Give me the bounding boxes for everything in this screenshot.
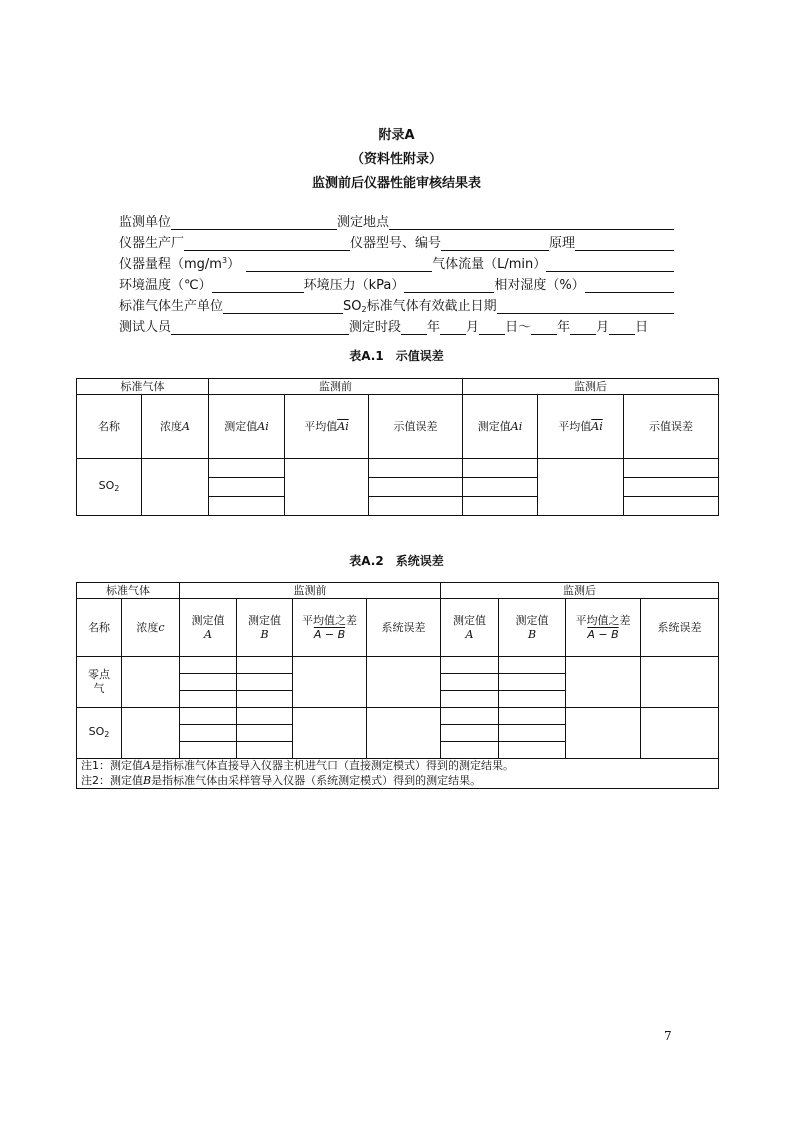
label-model: 仪器型号、编号 (350, 236, 442, 251)
t2-cell-s-diff-after[interactable] (566, 708, 641, 759)
t2-header-before: 监测前 (180, 583, 441, 599)
t1-col-measured-after-var: Ai (510, 419, 523, 433)
t2-col-a-before (180, 599, 237, 657)
field-test-site[interactable] (389, 215, 674, 230)
label-tester: 测试人员 (119, 320, 172, 335)
t2-cell-z-sys-before[interactable] (367, 657, 441, 708)
t1-row-so2 (77, 459, 142, 516)
t2-cell-s-aa-3[interactable] (441, 742, 499, 759)
t2-col-diff-after-text: 平均值之差 (575, 613, 631, 627)
t1-col-avg-after (538, 395, 624, 459)
label-expiry-text: 标准气体有效截止日期 (366, 299, 497, 314)
t2-col-a-after-var: A (465, 627, 474, 641)
label-std-producer: 标准气体生产单位 (119, 299, 224, 314)
label-day-start: 日～ (505, 320, 532, 335)
t2-cell-s-ba-1[interactable] (499, 708, 566, 725)
form-line-environment (119, 273, 674, 293)
label-expiry-sub: 2 (361, 305, 367, 314)
t2-note-1-post: 是指标准气体直接导入仪器主机进气口（直接测定模式）得到的测定结果。 (150, 759, 514, 773)
t1-col-measured-before (209, 395, 285, 459)
form-line-unit (119, 210, 674, 230)
t2-col-diff-after (566, 599, 641, 657)
field-range[interactable] (246, 257, 432, 272)
t2-note-1 (77, 759, 719, 774)
t1-cell-mb-2[interactable] (209, 478, 285, 497)
t1-header-after: 监测后 (463, 379, 719, 395)
t1-col-avg-before (285, 395, 369, 459)
t2-col-diff-before (293, 599, 367, 657)
table1-indication-error (76, 378, 719, 516)
t1-col-avg-after-var: $\overline{Ai}$ (591, 419, 603, 433)
t2-col-sys-before: 系统误差 (367, 599, 441, 657)
label-expiry-so: SO (343, 299, 362, 314)
t1-cell-ea-3[interactable] (624, 497, 719, 516)
t2-cell-z-ba-3[interactable] (499, 691, 566, 708)
label-pressure: 环境压力（kPa） (303, 278, 405, 293)
t2-cell-s-ab-2[interactable] (180, 725, 237, 742)
t2-cell-s-aa-1[interactable] (441, 708, 499, 725)
t2-cell-z-bb-3[interactable] (237, 691, 293, 708)
appendix-subtitle: （资料性附录） (350, 152, 442, 167)
t1-cell-ma-1[interactable] (463, 459, 538, 478)
t2-col-conc (122, 599, 180, 657)
t2-note-2-post: 是指标准气体由采样管导入仪器（系统测定模式）得到的测定结果。 (151, 773, 482, 787)
field-std-producer[interactable] (223, 299, 343, 314)
t2-col-name: 名称 (77, 599, 122, 657)
t1-so2-text: SO (98, 478, 115, 492)
field-principle[interactable] (575, 236, 674, 251)
table2-caption: 表A.2 系统误差 (349, 554, 444, 568)
t2-col-diff-before-expr: A − B (313, 627, 346, 641)
label-flow: 气体流量（L/min） (432, 257, 547, 272)
t2-cell-z-ba-1[interactable] (499, 657, 566, 674)
t2-cell-zero-conc[interactable] (122, 657, 180, 708)
label-manufacturer: 仪器生产厂 (119, 236, 185, 251)
t2-col-diff-before-text: 平均值之差 (302, 613, 357, 627)
t2-cell-s-bb-3[interactable] (237, 742, 293, 759)
t2-cell-s-sys-before[interactable] (367, 708, 441, 759)
t2-cell-s-bb-1[interactable] (237, 708, 293, 725)
label-day-end: 日 (635, 320, 649, 335)
t1-cell-ma-2[interactable] (463, 478, 538, 497)
t1-so2-sub: 2 (114, 483, 120, 493)
t1-col-conc (142, 395, 209, 459)
t2-col-conc-text: 浓度 (136, 620, 159, 634)
t2-col-b-before-var: B (260, 627, 269, 641)
t1-cell-avg-before[interactable] (285, 459, 369, 516)
t2-cell-s-ab-1[interactable] (180, 708, 237, 725)
t1-cell-conc[interactable] (142, 459, 209, 516)
t2-cell-s-aa-2[interactable] (441, 725, 499, 742)
t2-col-a-after (441, 599, 499, 657)
t2-col-b-after (499, 599, 566, 657)
label-range-end: ） (227, 257, 241, 272)
t1-col-avg-before-text: 平均值 (304, 419, 338, 433)
field-month-start[interactable] (440, 320, 466, 335)
t2-zero-gas-line1: 零点 (88, 668, 110, 681)
field-model[interactable] (441, 236, 549, 251)
t2-note-1-var: A (143, 759, 151, 773)
t2-cell-z-bb-1[interactable] (237, 657, 293, 674)
t2-so2-sub: 2 (104, 729, 110, 739)
label-month-start: 月 (466, 320, 480, 335)
t2-cell-z-ba-2[interactable] (499, 674, 566, 691)
t2-header-after: 监测后 (441, 583, 719, 599)
t2-note-1-pre: 注1：测定值 (81, 759, 143, 773)
t2-cell-z-ab-3[interactable] (180, 691, 237, 708)
t2-col-a-before-text: 测定值 (191, 613, 225, 627)
field-temp[interactable] (212, 278, 304, 293)
t1-col-measured-after (463, 395, 538, 459)
field-tester[interactable] (171, 320, 349, 335)
form-line-range (119, 252, 674, 272)
field-flow[interactable] (546, 257, 674, 272)
t1-col-name: 名称 (77, 395, 142, 459)
t2-so2-text: SO (88, 724, 105, 738)
label-range-sup: 3 (221, 256, 228, 265)
label-humidity: 相对湿度（%） (494, 278, 585, 293)
appendix-heading: 监测前后仪器性能审核结果表 (311, 176, 481, 191)
t1-cell-eb-2[interactable] (369, 478, 463, 497)
field-day-end[interactable] (609, 320, 635, 335)
field-monitor-unit[interactable] (171, 215, 337, 230)
field-day-start[interactable] (479, 320, 505, 335)
t2-header-std-gas: 标准气体 (77, 583, 180, 599)
label-expiry (343, 295, 497, 314)
t1-col-avg-before-var: $\overline{Ai}$ (337, 419, 349, 433)
t2-cell-z-bb-2[interactable] (237, 674, 293, 691)
t1-header-before: 监测前 (209, 379, 463, 395)
t1-col-err-after: 示值误差 (624, 395, 719, 459)
page-number: 7 (664, 1029, 672, 1043)
field-expiry[interactable] (497, 299, 674, 314)
field-year-end[interactable] (531, 320, 557, 335)
t1-col-err-before: 示值误差 (369, 395, 463, 459)
t1-cell-avg-after[interactable] (538, 459, 624, 516)
t2-cell-z-diff-after[interactable] (566, 657, 641, 708)
t2-col-b-after-var: B (527, 627, 537, 641)
t2-cell-z-aa-3[interactable] (441, 691, 499, 708)
t2-col-b-before (237, 599, 293, 657)
label-principle: 原理 (549, 236, 576, 251)
t2-cell-z-aa-2[interactable] (441, 674, 499, 691)
t2-note-2-pre: 注2：测定值 (81, 773, 143, 787)
form-line-standard-gas (119, 294, 674, 314)
t1-col-measured-before-text: 测定值 (224, 419, 258, 433)
t2-cell-z-ab-1[interactable] (180, 657, 237, 674)
t2-cell-s-sys-after[interactable] (641, 708, 719, 759)
t1-col-conc-text: 浓度 (160, 419, 183, 433)
t1-col-measured-before-var: Ai (257, 419, 269, 433)
t2-note-2 (77, 774, 719, 789)
label-year-end: 年 (557, 320, 571, 335)
t2-col-a-after-text: 测定值 (453, 613, 486, 627)
t1-cell-mb-3[interactable] (209, 497, 285, 516)
t2-col-conc-var: c (158, 620, 165, 634)
t1-cell-ma-3[interactable] (463, 497, 538, 516)
t2-cell-s-bb-2[interactable] (237, 725, 293, 742)
field-humidity[interactable] (585, 278, 674, 293)
label-range (119, 253, 240, 272)
t1-cell-ea-2[interactable] (624, 478, 719, 497)
t2-col-b-before-text: 测定值 (248, 613, 281, 627)
t1-cell-ea-1[interactable] (624, 459, 719, 478)
label-temp: 环境温度（℃） (119, 278, 212, 293)
t2-col-diff-after-expr: A − B (587, 627, 619, 641)
t1-col-measured-after-text: 测定值 (477, 419, 511, 433)
t2-col-a-before-var: A (204, 627, 212, 641)
field-month-end[interactable] (570, 320, 596, 335)
table2-system-error (76, 582, 719, 789)
label-period: 测定时段 (349, 320, 402, 335)
t1-header-std-gas: 标准气体 (77, 379, 209, 395)
field-manufacturer[interactable] (184, 236, 350, 251)
form-line-tester (119, 315, 674, 335)
t1-cell-mb-1[interactable] (209, 459, 285, 478)
t2-cell-z-aa-1[interactable] (441, 657, 499, 674)
t2-col-sys-after: 系统误差 (641, 599, 719, 657)
t2-zero-gas-line2: 气 (93, 682, 105, 695)
t2-note-2-var: B (143, 773, 152, 787)
t2-cell-z-ab-2[interactable] (180, 674, 237, 691)
t2-row-zero-gas (77, 657, 122, 708)
t2-cell-z-sys-after[interactable] (641, 657, 719, 708)
label-test-site: 测定地点 (337, 215, 390, 230)
t1-cell-eb-1[interactable] (369, 459, 463, 478)
t2-cell-s-ba-2[interactable] (499, 725, 566, 742)
label-month-end: 月 (596, 320, 610, 335)
field-pressure[interactable] (404, 278, 494, 293)
t2-cell-z-diff-before[interactable] (293, 657, 367, 708)
t2-col-b-after-text: 测定值 (515, 613, 549, 627)
t1-col-conc-var: A (182, 419, 190, 433)
label-monitor-unit: 监测单位 (119, 215, 172, 230)
t2-cell-so2-conc[interactable] (122, 708, 180, 759)
label-year-start: 年 (427, 320, 441, 335)
t2-row-so2 (77, 708, 122, 759)
t2-cell-s-diff-before[interactable] (293, 708, 367, 759)
field-year-start[interactable] (401, 320, 427, 335)
label-range-text: 仪器量程（mg/m (119, 257, 222, 272)
table1-caption: 表A.1 示值误差 (349, 349, 444, 363)
form-line-manufacturer (119, 231, 674, 251)
t2-cell-s-ba-3[interactable] (499, 742, 566, 759)
t2-cell-s-ab-3[interactable] (180, 742, 237, 759)
appendix-title: 附录A (378, 128, 415, 143)
t1-cell-eb-3[interactable] (369, 497, 463, 516)
t1-col-avg-after-text: 平均值 (558, 419, 592, 433)
